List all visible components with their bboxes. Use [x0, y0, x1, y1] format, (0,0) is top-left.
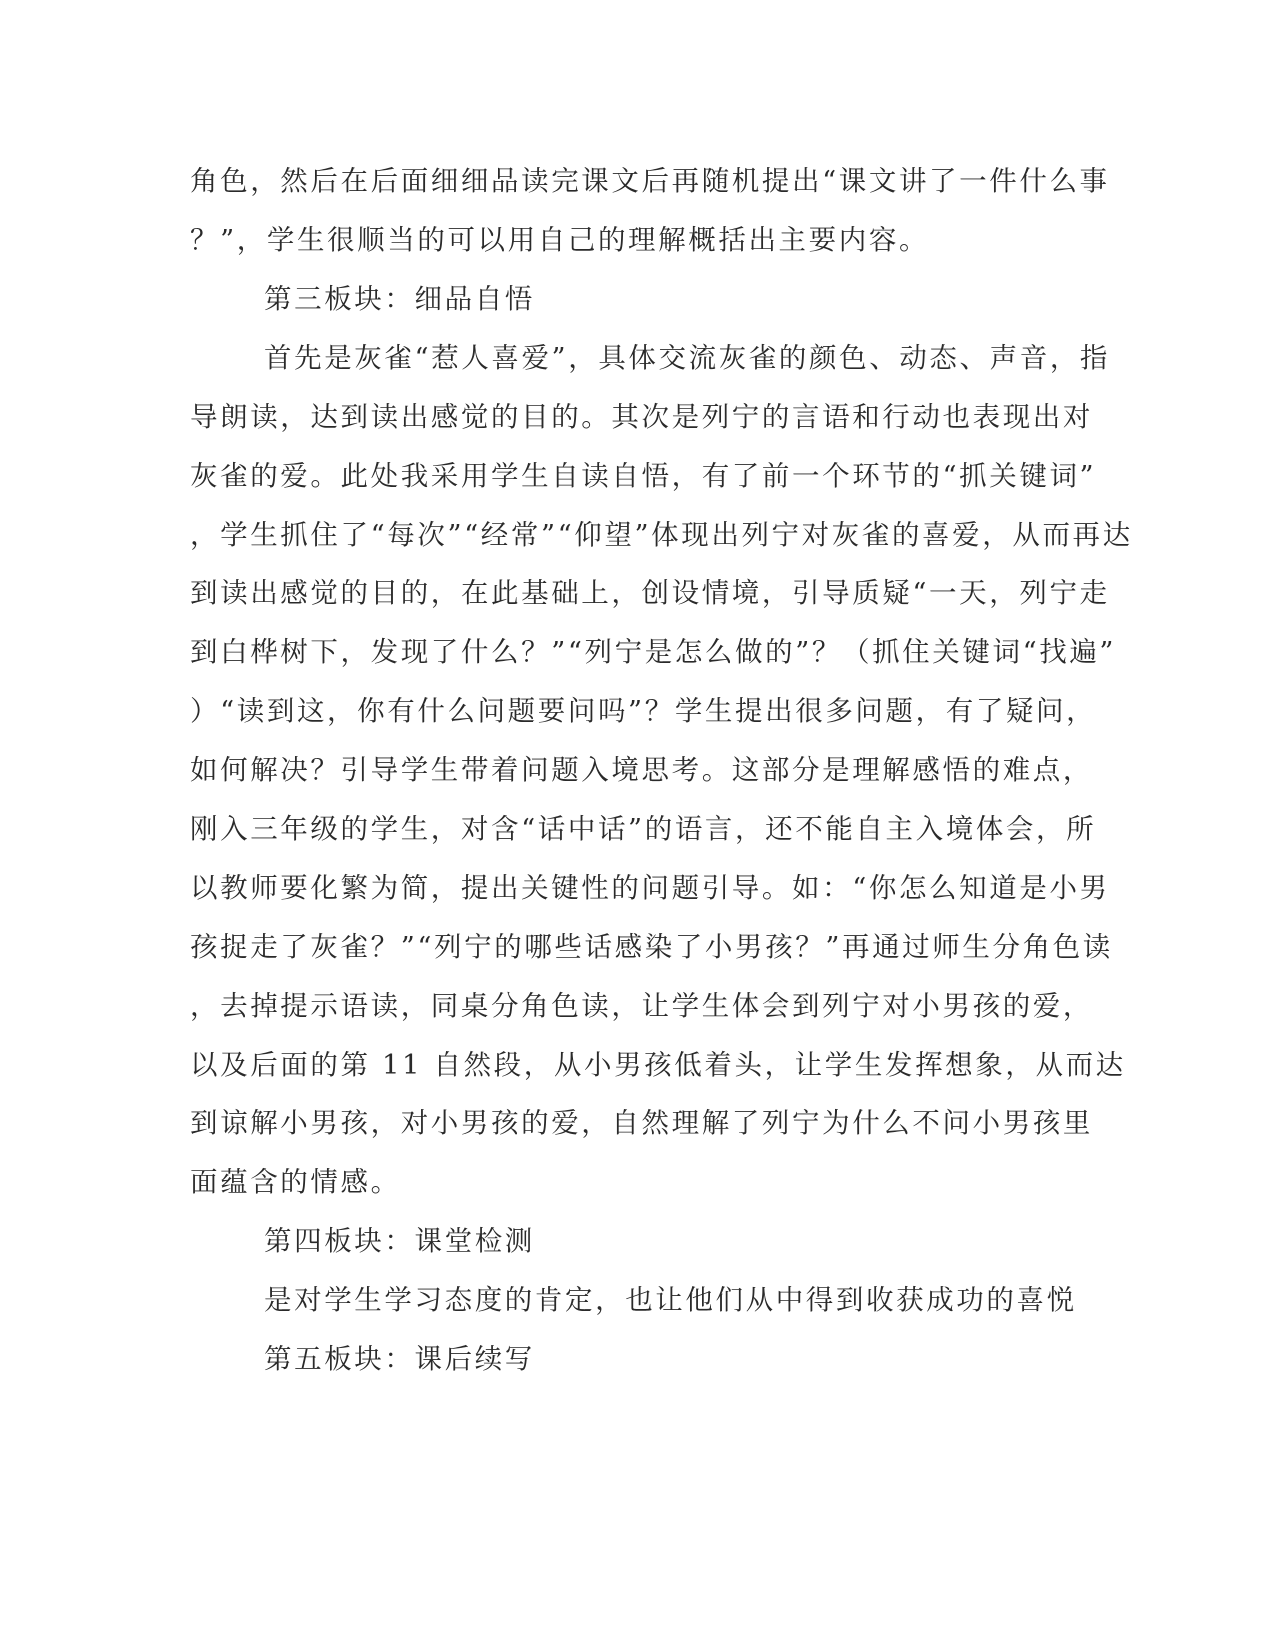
- paragraph-line: 灰雀的爱。此处我采用学生自读自悟，有了前一个环节的“抓关键词”: [190, 460, 1097, 492]
- paragraph-line: 刚入三年级的学生，对含“话中话”的语言，还不能自主入境体会，所: [190, 813, 1097, 845]
- section-heading: 第四板块：课堂检测: [264, 1225, 535, 1257]
- paragraph-line: 角色，然后在后面细细品读完课文后再随机提出“课文讲了一件什么事: [190, 165, 1110, 197]
- paragraph-line: 到白桦树下，发现了什么？”“列宁是怎么做的”？（抓住关键词“找遍”: [190, 636, 1117, 668]
- paragraph-line: ，学生抓住了“每次”“经常”“仰望”体现出列宁对灰雀的喜爱，从而再达: [190, 519, 1133, 551]
- paragraph-line: 孩捉走了灰雀？”“列宁的哪些话感染了小男孩？”再通过师生分角色读: [190, 931, 1113, 963]
- paragraph-line: 以教师要化繁为简，提出关键性的问题引导。如：“你怎么知道是小男: [190, 872, 1110, 904]
- paragraph-line: ，去掉提示语读，同桌分角色读，让学生体会到列宁对小男孩的爱，: [190, 990, 1093, 1022]
- section-heading: 第五板块：课后续写: [264, 1343, 535, 1375]
- section-heading: 第三板块：细品自悟: [264, 283, 535, 315]
- paragraph-line: 是对学生学习态度的肯定，也让他们从中得到收获成功的喜悦: [264, 1284, 1077, 1316]
- paragraph-line: 导朗读，达到读出感觉的目的。其次是列宁的言语和行动也表现出对: [190, 401, 1093, 433]
- paragraph-line: ）“读到这，你有什么问题要问吗”？学生提出很多问题，有了疑问，: [190, 695, 1097, 727]
- paragraph-line: 以及后面的第 11 自然段，从小男孩低着头，让学生发挥想象，从而达: [190, 1049, 1126, 1081]
- paragraph-line: 到谅解小男孩，对小男孩的爱，自然理解了列宁为什么不问小男孩里: [190, 1107, 1093, 1139]
- paragraph-line: 如何解决？引导学生带着问题入境思考。这部分是理解感悟的难点，: [190, 754, 1093, 786]
- paragraph-line: 到读出感觉的目的，在此基础上，创设情境，引导质疑“一天，列宁走: [190, 577, 1110, 609]
- paragraph-line: ？”，学生很顺当的可以用自己的理解概括出主要内容。: [190, 224, 930, 256]
- paragraph-line: 首先是灰雀“惹人喜爱”，具体交流灰雀的颜色、动态、声音，指: [264, 342, 1111, 374]
- paragraph-line: 面蕴含的情感。: [190, 1166, 401, 1198]
